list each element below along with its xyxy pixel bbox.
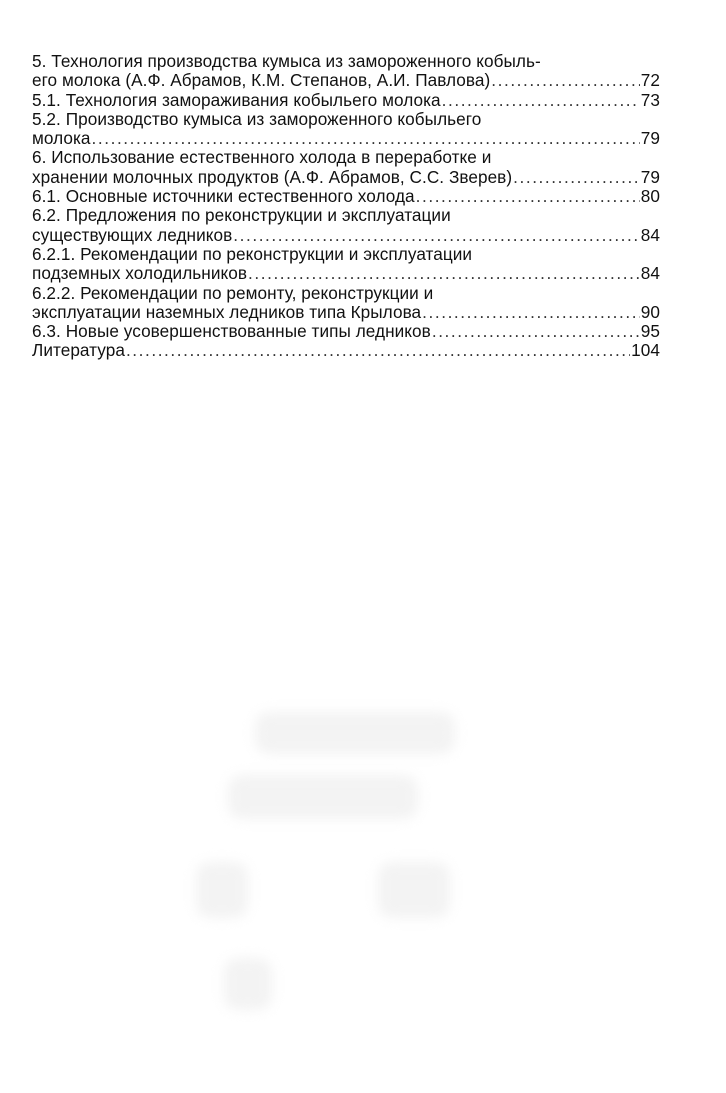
toc-page-number: 80	[640, 186, 660, 207]
toc-entry-leader-line	[32, 226, 660, 245]
show-through-mark	[228, 775, 418, 819]
toc-entry-6-2-2	[32, 284, 660, 323]
toc-entry-title: эксплуатации наземных ледников типа Крылова	[32, 301, 422, 322]
toc-entry-6-2	[32, 206, 660, 245]
toc-page-number: 95	[640, 321, 660, 342]
toc-entry-leader-line	[32, 187, 660, 206]
toc-entry-6	[32, 148, 660, 187]
toc-page-number: 73	[640, 89, 660, 110]
dot-leader	[442, 91, 640, 110]
toc-entry-leader-line	[32, 168, 660, 187]
toc-entry-title: 5.1. Технология замораживания кобыльего молока	[32, 89, 441, 110]
show-through-mark	[196, 862, 248, 918]
toc-entry-title: его молока (А.Ф. Абрамов, К.М. Степанов, А.И. Павлова)	[32, 70, 491, 91]
toc-entry-leader-line	[32, 91, 660, 110]
toc-entry-6-3	[32, 322, 660, 341]
toc-entry-leader-line	[32, 322, 660, 341]
toc-entry-title: подземных холодильников	[32, 263, 248, 284]
toc-entry-title: существующих ледников	[32, 224, 233, 245]
toc-entry-title: молока	[32, 128, 91, 149]
toc-entry-title: хранении молочных продуктов (А.Ф. Абрамов, С.С. Зверев)	[32, 166, 513, 187]
dot-leader	[248, 264, 640, 283]
toc-entry-5	[32, 52, 660, 91]
toc-entry-6-1	[32, 187, 660, 206]
toc-entry-title-line: 5.2. Производство кумыса из замороженного кобыльего	[32, 108, 482, 129]
toc-entry-leader-line	[32, 303, 660, 322]
dot-leader	[416, 187, 640, 206]
toc-entry-6-2-1	[32, 245, 660, 284]
dot-leader	[126, 341, 630, 360]
toc-entry-title-line: 6. Использование естественного холода в переработке и	[32, 147, 492, 168]
toc-entry-title: 6.3. Новые усовершенствованные типы ледников	[32, 321, 431, 342]
toc-page-number: 84	[640, 224, 660, 245]
toc-entry-5-2	[32, 110, 660, 149]
toc-entry-title-line: 5. Технология производства кумыса из замороженного кобыль-	[32, 51, 541, 71]
dot-leader	[92, 129, 640, 148]
toc-entry-leader-line	[32, 341, 660, 360]
toc-entry-literature	[32, 341, 660, 360]
show-through-mark	[224, 958, 272, 1010]
toc-page-number: 79	[640, 128, 660, 149]
dot-leader	[432, 322, 640, 341]
show-through-mark	[378, 862, 450, 918]
toc-page-number: 79	[640, 166, 660, 187]
toc-page-number: 72	[640, 70, 660, 91]
table-of-contents	[32, 52, 660, 361]
dot-leader	[513, 168, 640, 187]
toc-entry-leader-line	[32, 264, 660, 283]
toc-entry-leader-line	[32, 71, 660, 90]
show-through-mark	[255, 712, 455, 754]
dot-leader	[491, 71, 640, 90]
toc-entry-title: Литература	[32, 340, 125, 361]
toc-page-number: 84	[640, 263, 660, 284]
toc-page-number: 90	[640, 301, 660, 322]
toc-entry-5-1	[32, 91, 660, 110]
dot-leader	[233, 226, 639, 245]
toc-entry-title-line: 6.2. Предложения по реконструкции и эксплуатации	[32, 205, 451, 226]
toc-entry-title-line: 6.2.1. Рекомендации по реконструкции и эксплуатации	[32, 243, 473, 264]
toc-page-number: 104	[631, 340, 660, 361]
dot-leader	[422, 303, 640, 322]
toc-entry-title: 6.1. Основные источники естественного холода	[32, 186, 415, 207]
toc-entry-leader-line	[32, 129, 660, 148]
toc-entry-title-line: 6.2.2. Рекомендации по ремонту, реконструкции и	[32, 282, 434, 303]
